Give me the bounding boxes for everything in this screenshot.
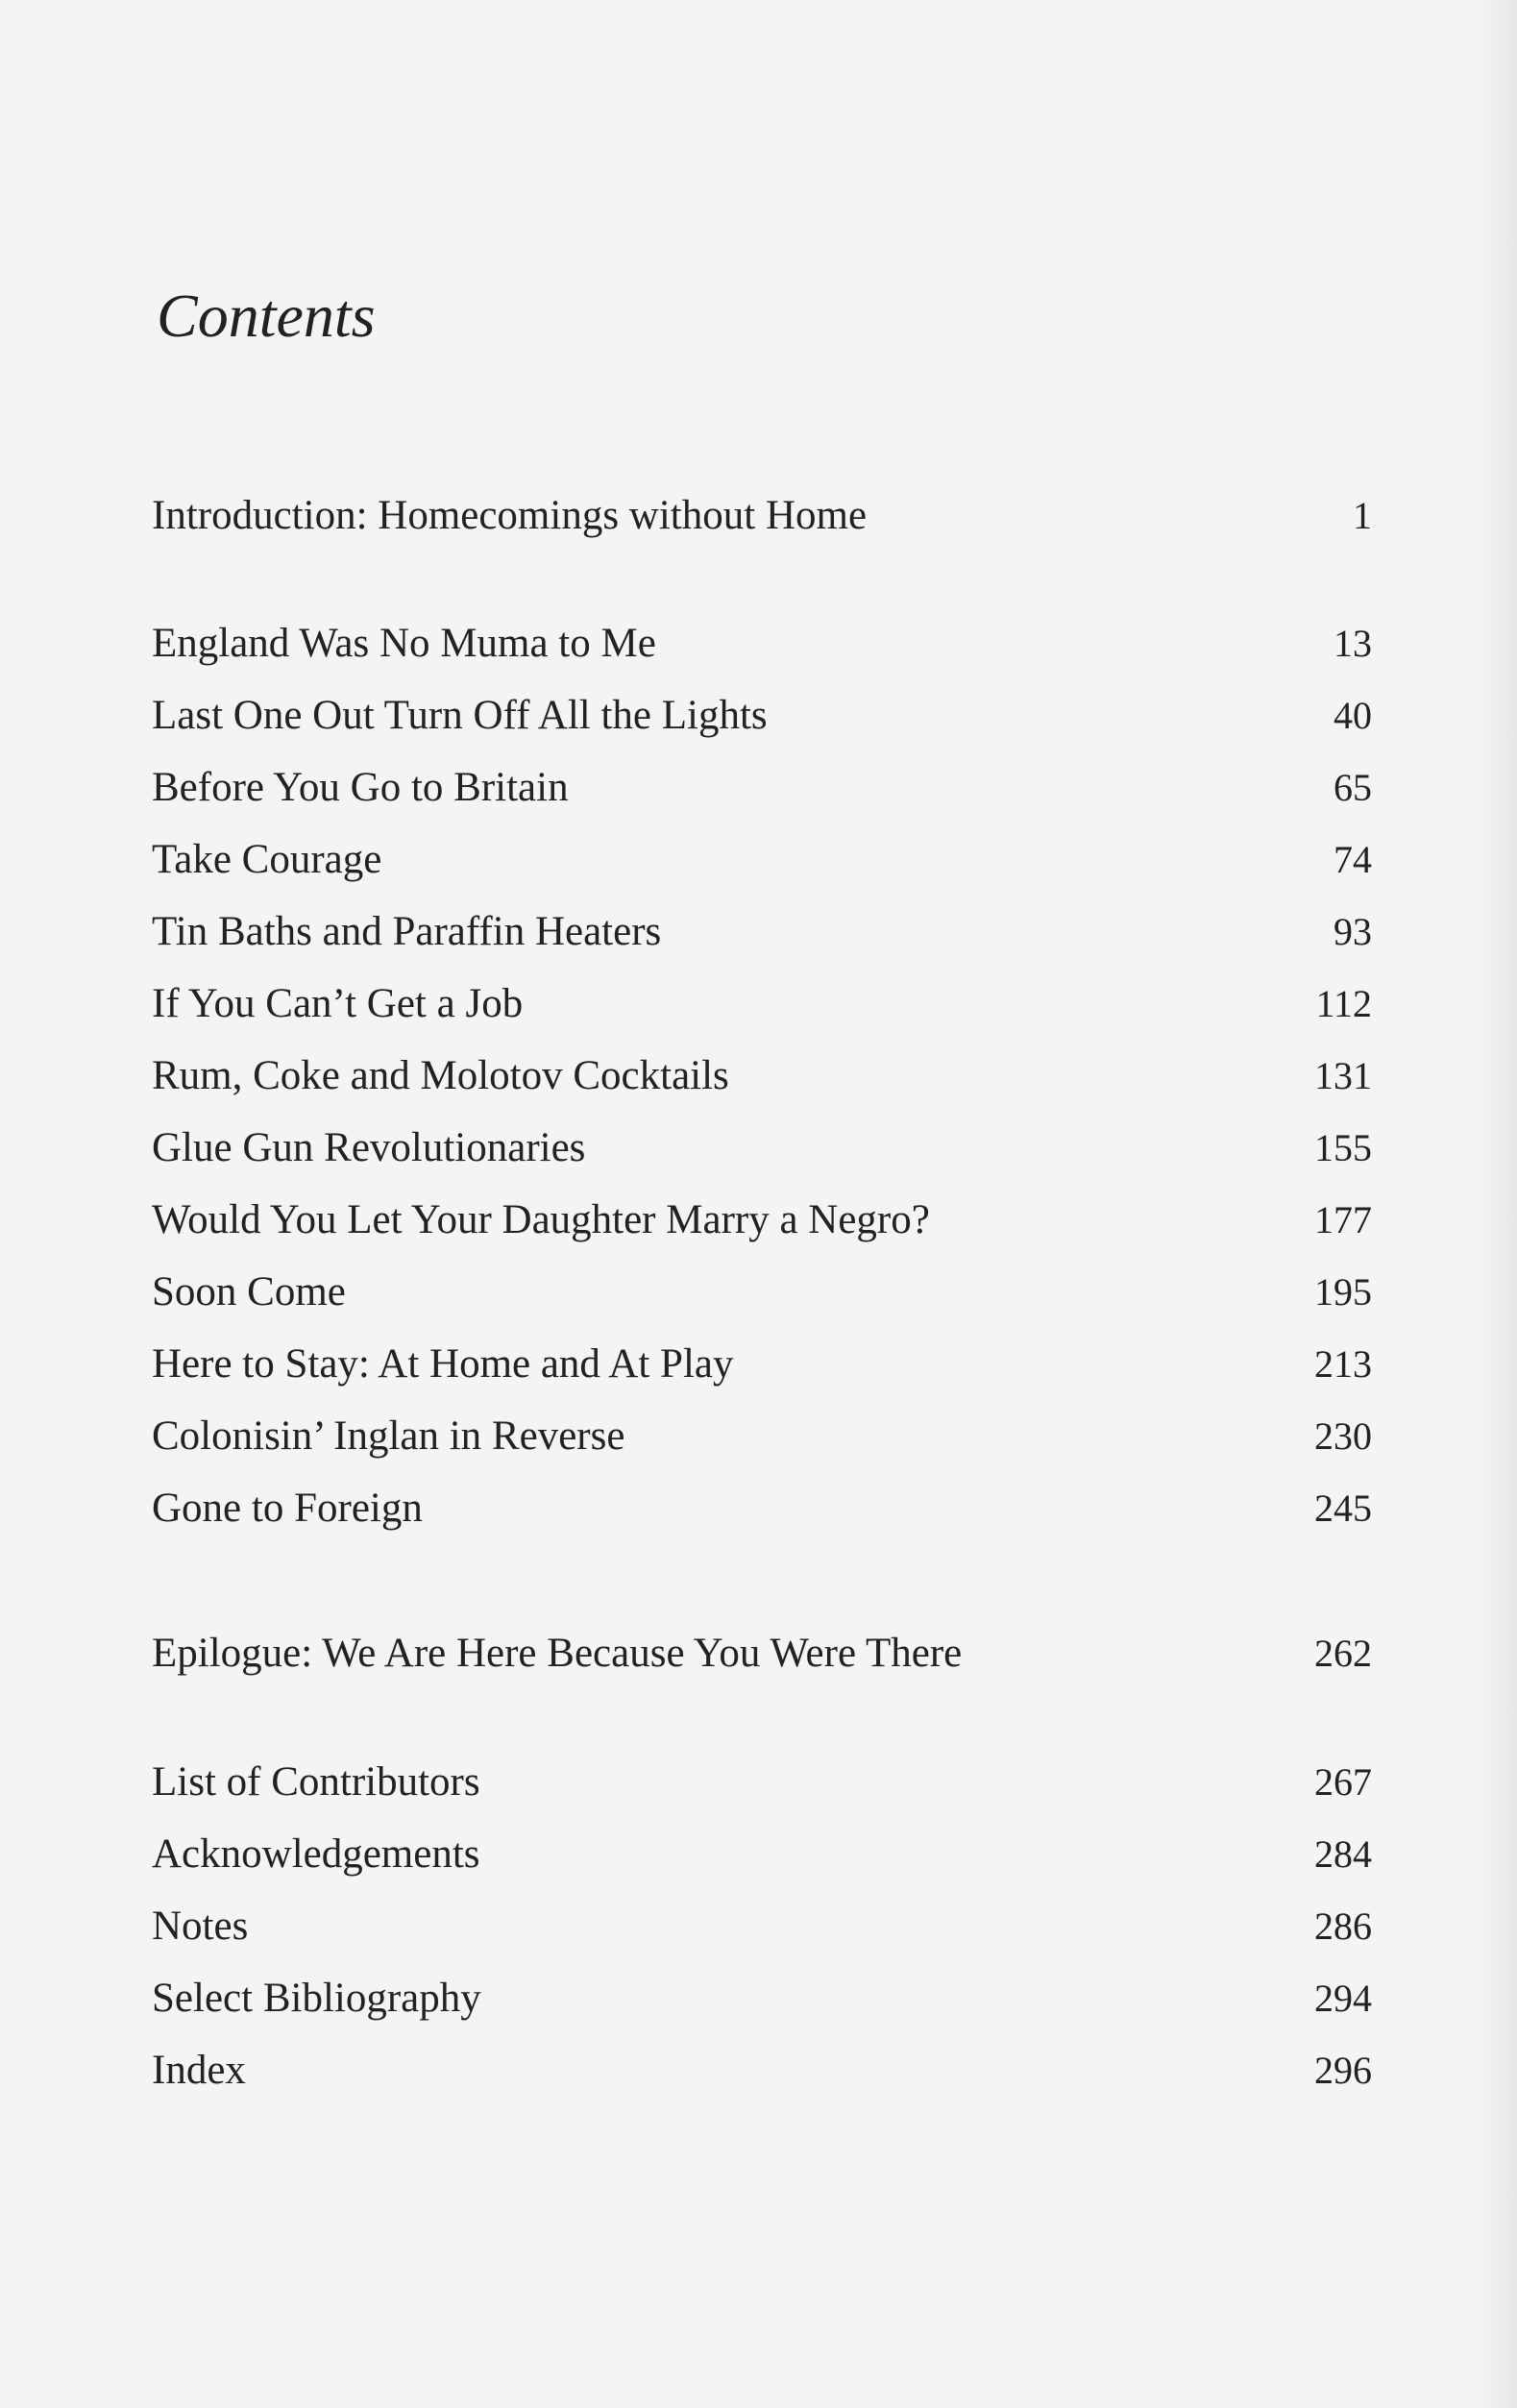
toc-entry-epilogue (152, 1633, 1372, 1674)
toc-entry-index (152, 2050, 1372, 2091)
toc-entry-page: 112 (1315, 982, 1372, 1025)
toc-entry-label: Select Bibliography (152, 1976, 481, 2021)
toc-entry-page: 267 (1314, 1760, 1372, 1804)
toc-entry-chapter-5 (152, 911, 1372, 952)
toc-entry-page: 131 (1314, 1054, 1372, 1097)
toc-entry-page: 177 (1314, 1198, 1372, 1241)
toc-entry-label: Before You Go to Britain (152, 765, 569, 810)
toc-entry-page: 195 (1314, 1270, 1372, 1314)
toc-entry-acknowledgements (152, 1833, 1372, 1875)
toc-entry-page: 262 (1314, 1632, 1372, 1675)
toc-entry-label: Last One Out Turn Off All the Lights (152, 693, 768, 738)
toc-entry-page: 40 (1333, 694, 1372, 737)
toc-entry-label: Take Courage (152, 837, 382, 882)
toc-entry-page: 245 (1314, 1487, 1372, 1530)
toc-entry-label: England Was No Muma to Me (152, 621, 656, 666)
toc-entry-label: Would You Let Your Daughter Marry a Negro? (152, 1197, 930, 1242)
page-title: Contents (157, 282, 376, 350)
toc-entry-page: 296 (1314, 2049, 1372, 2092)
toc-entry-chapter-8 (152, 1127, 1372, 1168)
toc-entry-label: Notes (152, 1904, 249, 1949)
toc-entry-chapter-9 (152, 1199, 1372, 1241)
toc-entry-page: 230 (1314, 1414, 1372, 1458)
toc-entry-chapter-4 (152, 839, 1372, 880)
toc-entry-page: 155 (1314, 1126, 1372, 1169)
toc-entry-chapter-11 (152, 1343, 1372, 1385)
toc-entry-contributors (152, 1761, 1372, 1803)
toc-entry-label: Soon Come (152, 1269, 346, 1315)
toc-entry-label: Rum, Coke and Molotov Cocktails (152, 1053, 729, 1098)
toc-entry-label: Colonisin’ Inglan in Reverse (152, 1413, 625, 1459)
toc-entry-chapter-7 (152, 1055, 1372, 1096)
toc-entry-chapter-1 (152, 623, 1372, 664)
toc-entry-chapter-13 (152, 1487, 1372, 1529)
toc-entry-label: Acknowledgements (152, 1831, 480, 1877)
toc-entry-label: Glue Gun Revolutionaries (152, 1125, 586, 1170)
toc-entry-label: If You Can’t Get a Job (152, 981, 524, 1026)
toc-entry-chapter-2 (152, 695, 1372, 736)
toc-entry-page: 1 (1353, 494, 1372, 537)
toc-entry-page: 74 (1333, 838, 1372, 881)
toc-entry-bibliography (152, 1978, 1372, 2019)
toc-entry-chapter-12 (152, 1415, 1372, 1457)
toc-entry-label: Here to Stay: At Home and At Play (152, 1341, 734, 1387)
toc-entry-label: Gone to Foreign (152, 1486, 423, 1531)
toc-entry-chapter-10 (152, 1271, 1372, 1313)
toc-entry-introduction (152, 495, 1372, 536)
toc-entry-page: 13 (1333, 622, 1372, 665)
toc-entry-notes (152, 1905, 1372, 1947)
toc-entry-label: Tin Baths and Paraffin Heaters (152, 909, 662, 954)
toc-entry-label: List of Contributors (152, 1759, 480, 1805)
toc-entry-page: 286 (1314, 1904, 1372, 1948)
page-edge-shadow (1479, 0, 1517, 2408)
toc-entry-page: 213 (1314, 1342, 1372, 1386)
toc-entry-label: Index (152, 2048, 246, 2093)
toc-entry-chapter-3 (152, 767, 1372, 808)
toc-entry-page: 294 (1314, 1977, 1372, 2020)
toc-entry-page: 284 (1314, 1832, 1372, 1876)
toc-entry-page: 65 (1333, 766, 1372, 809)
toc-entry-label: Introduction: Homecomings without Home (152, 493, 868, 538)
toc-entry-chapter-6 (152, 983, 1372, 1024)
toc-entry-page: 93 (1333, 910, 1372, 953)
toc-entry-label: Epilogue: We Are Here Because You Were There (152, 1631, 963, 1676)
